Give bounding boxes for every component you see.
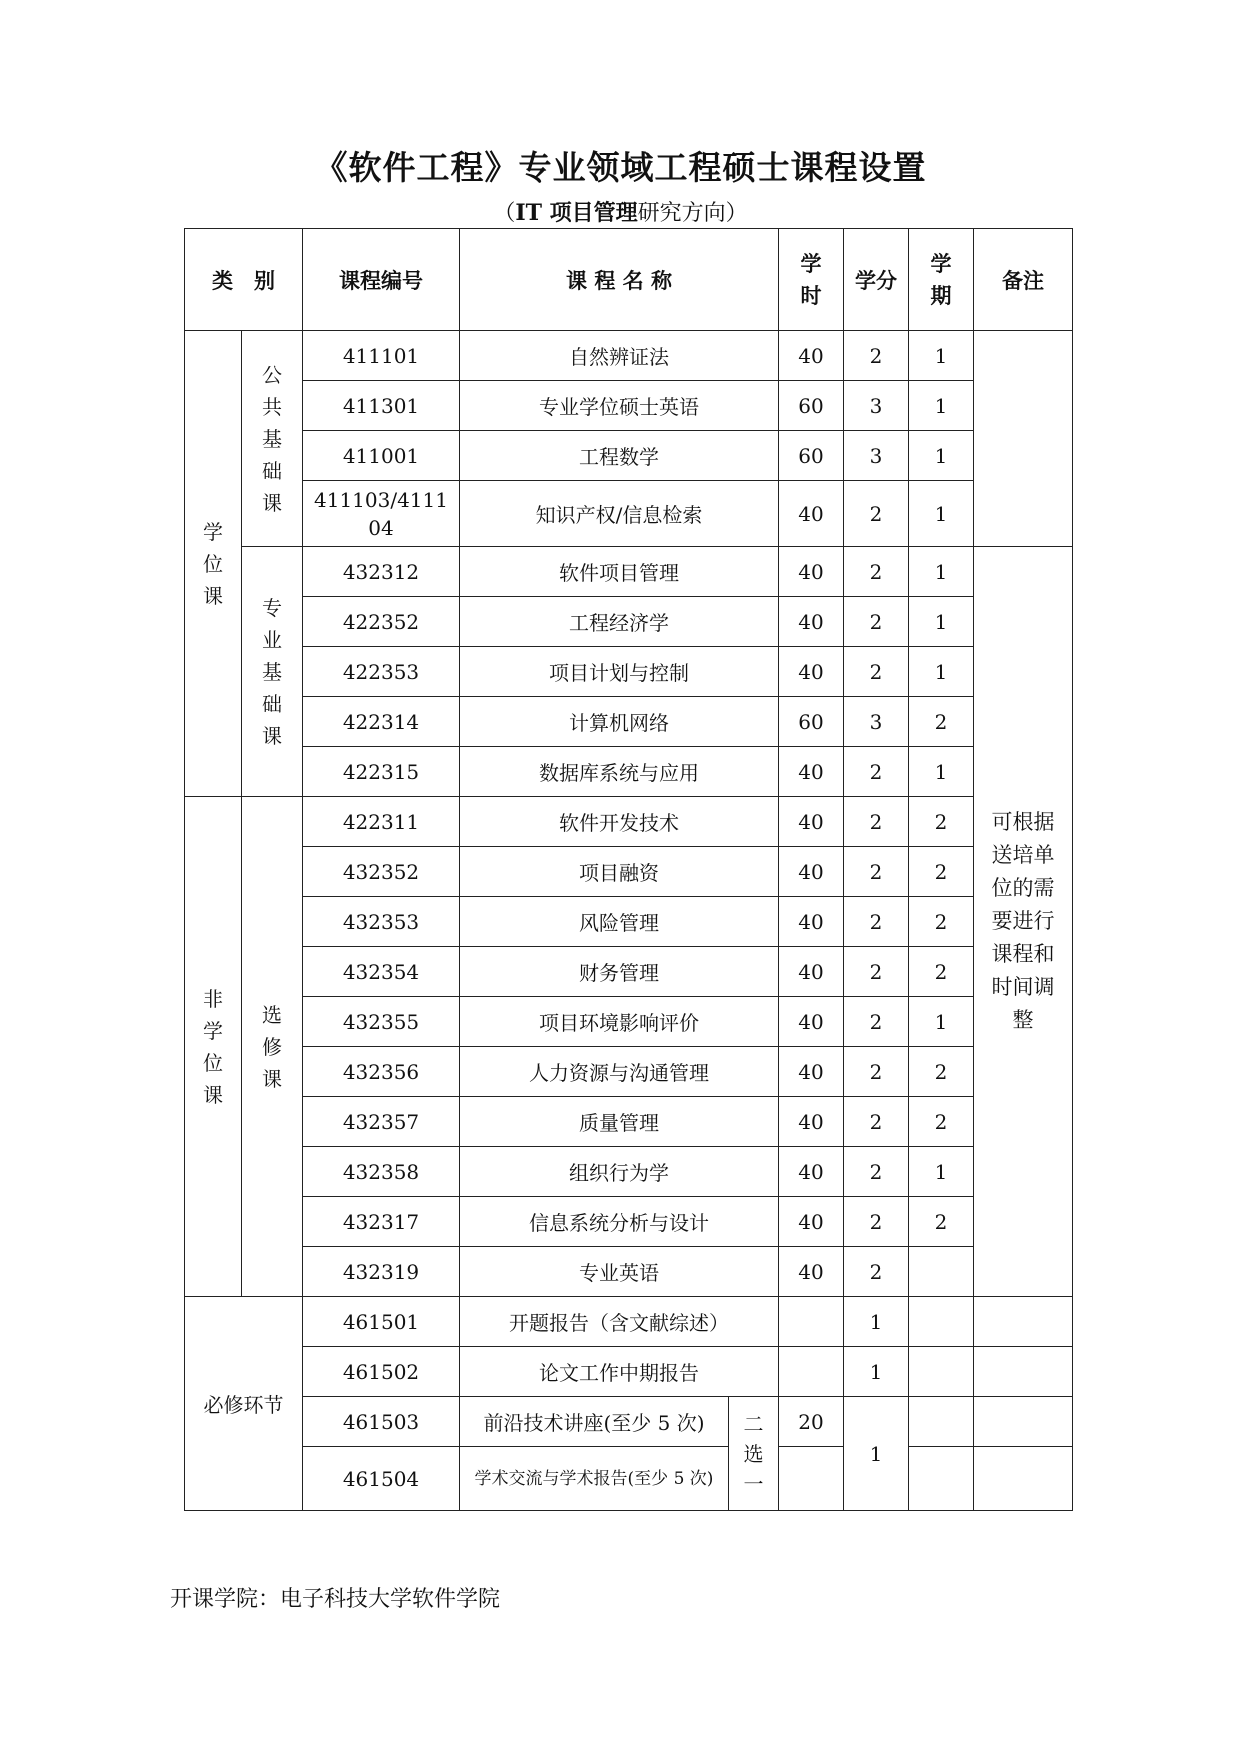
course-term: 2: [909, 1047, 974, 1097]
course-credits: 1: [844, 1297, 909, 1347]
course-credits: 3: [844, 431, 909, 481]
table-row: [185, 381, 1073, 431]
table-row: [185, 1097, 1073, 1147]
group-major-basic: 专 业 基 础 课: [242, 547, 303, 797]
course-term: [909, 1247, 974, 1297]
course-term: 2: [909, 1097, 974, 1147]
course-code: 422315: [303, 747, 460, 797]
course-name: 论文工作中期报告: [460, 1347, 779, 1397]
group-public-basic: 公 共 基 础 课: [242, 331, 303, 547]
course-name: 工程数学: [460, 431, 779, 481]
course-term: [909, 1297, 974, 1347]
header-credits: 学分: [844, 229, 909, 331]
course-name: 财务管理: [460, 947, 779, 997]
course-name: 前沿技术讲座(至少 5 次): [460, 1397, 729, 1447]
course-credits: 3: [844, 697, 909, 747]
course-code: 432312: [303, 547, 460, 597]
course-name: 项目环境影响评价: [460, 997, 779, 1047]
course-name: 工程经济学: [460, 597, 779, 647]
course-hours: 40: [779, 647, 844, 697]
course-credits: 2: [844, 947, 909, 997]
course-name: 自然辨证法: [460, 331, 779, 381]
group-required: 必修环节: [185, 1297, 303, 1511]
course-hours: 60: [779, 697, 844, 747]
table-row: [185, 331, 1073, 381]
header-code: 课程编号: [303, 229, 460, 331]
course-term: 1: [909, 381, 974, 431]
table-row: [185, 897, 1073, 947]
course-hours: 40: [779, 1047, 844, 1097]
course-term: 1: [909, 997, 974, 1047]
course-code: 461503: [303, 1397, 460, 1447]
course-hours: 40: [779, 1097, 844, 1147]
either-one-label: 二 选 一: [729, 1397, 779, 1511]
remark-cell: [974, 1397, 1073, 1447]
course-term: [909, 1347, 974, 1397]
course-name: 专业英语: [460, 1247, 779, 1297]
remark-empty: [974, 331, 1073, 547]
group-elective: 选 修 课: [242, 797, 303, 1297]
course-code: 422353: [303, 647, 460, 697]
course-name: 风险管理: [460, 897, 779, 947]
course-table: [184, 228, 1073, 1511]
table-row: [185, 997, 1073, 1047]
course-credits: 1: [844, 1397, 909, 1511]
table-row: [185, 1297, 1073, 1347]
course-hours: 40: [779, 947, 844, 997]
course-credits: 2: [844, 847, 909, 897]
header-hours: 学 时: [779, 229, 844, 331]
course-hours: 40: [779, 331, 844, 381]
course-term: 1: [909, 331, 974, 381]
course-hours: 20: [779, 1397, 844, 1447]
course-code: 432356: [303, 1047, 460, 1097]
course-credits: 2: [844, 597, 909, 647]
table-row: [185, 797, 1073, 847]
course-hours: [779, 1447, 844, 1511]
table-row: [185, 647, 1073, 697]
course-code: 411301: [303, 381, 460, 431]
course-code: 432319: [303, 1247, 460, 1297]
course-credits: 2: [844, 1097, 909, 1147]
course-term: 2: [909, 1197, 974, 1247]
course-term: [909, 1397, 974, 1447]
course-code: 422314: [303, 697, 460, 747]
table-row: [185, 1247, 1073, 1297]
course-code: 461504: [303, 1447, 460, 1511]
table-row: [185, 1147, 1073, 1197]
footer-college: 开课学院：电子科技大学软件学院: [170, 1587, 501, 1612]
course-credits: 2: [844, 331, 909, 381]
header-row: [185, 229, 1073, 331]
course-hours: 40: [779, 997, 844, 1047]
course-hours: 40: [779, 481, 844, 547]
course-code: 432358: [303, 1147, 460, 1197]
course-term: 1: [909, 597, 974, 647]
course-name: 软件项目管理: [460, 547, 779, 597]
course-code: 411001: [303, 431, 460, 481]
course-name: 专业学位硕士英语: [460, 381, 779, 431]
course-hours: 40: [779, 797, 844, 847]
course-credits: 2: [844, 1047, 909, 1097]
course-code: 432357: [303, 1097, 460, 1147]
course-hours: 40: [779, 1147, 844, 1197]
course-credits: 2: [844, 1147, 909, 1197]
course-hours: 40: [779, 547, 844, 597]
course-term: 2: [909, 897, 974, 947]
course-code: 461501: [303, 1297, 460, 1347]
course-code: 411103/411104: [303, 481, 460, 547]
course-hours: [779, 1297, 844, 1347]
course-term: 1: [909, 431, 974, 481]
course-credits: 2: [844, 1247, 909, 1297]
course-code: 432355: [303, 997, 460, 1047]
course-hours: 40: [779, 847, 844, 897]
table-row: [185, 1047, 1073, 1097]
table-row: [185, 481, 1073, 547]
table-row: [185, 847, 1073, 897]
header-category: 类 别: [185, 229, 303, 331]
course-credits: 2: [844, 897, 909, 947]
course-code: 432352: [303, 847, 460, 897]
header-name: 课 程 名 称: [460, 229, 779, 331]
document-title: 《软件工程》专业领域工程硕士课程设置: [314, 148, 927, 187]
course-name: 信息系统分析与设计: [460, 1197, 779, 1247]
header-remark: 备注: [974, 229, 1073, 331]
course-code: 432317: [303, 1197, 460, 1247]
course-credits: 2: [844, 797, 909, 847]
course-name: 知识产权/信息检索: [460, 481, 779, 547]
course-term: 1: [909, 481, 974, 547]
course-hours: 40: [779, 1197, 844, 1247]
group-non-degree: 非 学 位 课: [185, 797, 242, 1297]
course-credits: 2: [844, 547, 909, 597]
course-hours: [779, 1347, 844, 1397]
course-hours: 40: [779, 897, 844, 947]
course-code: 432354: [303, 947, 460, 997]
table-row: [185, 747, 1073, 797]
course-name: 项目融资: [460, 847, 779, 897]
course-credits: 2: [844, 997, 909, 1047]
course-term: [909, 1447, 974, 1511]
course-credits: 2: [844, 1197, 909, 1247]
table-row: [185, 597, 1073, 647]
document-subtitle: （IT 项目管理研究方向）: [493, 200, 748, 226]
course-credits: 2: [844, 481, 909, 547]
course-term: 1: [909, 647, 974, 697]
table-row: [185, 1447, 1073, 1511]
header-term: 学 期: [909, 229, 974, 331]
table-row: [185, 1347, 1073, 1397]
table-row: [185, 1397, 1073, 1447]
course-credits: 2: [844, 647, 909, 697]
course-hours: 60: [779, 431, 844, 481]
course-term: 1: [909, 547, 974, 597]
group-degree: 学 位 课: [185, 331, 242, 797]
course-name: 数据库系统与应用: [460, 747, 779, 797]
table-row: [185, 1197, 1073, 1247]
course-name: 学术交流与学术报告(至少 5 次): [460, 1447, 729, 1511]
remark-cell: [974, 1447, 1073, 1511]
table-row: [185, 547, 1073, 597]
course-credits: 1: [844, 1347, 909, 1397]
course-term: 1: [909, 747, 974, 797]
course-credits: 2: [844, 747, 909, 797]
table-row: [185, 947, 1073, 997]
remark-note: 可根据 送培单 位的需 要进行 课程和 时间调 整: [974, 547, 1073, 1297]
course-term: 2: [909, 947, 974, 997]
course-name: 质量管理: [460, 1097, 779, 1147]
remark-cell: [974, 1297, 1073, 1347]
course-name: 开题报告（含文献综述）: [460, 1297, 779, 1347]
course-term: 2: [909, 797, 974, 847]
course-code: 461502: [303, 1347, 460, 1397]
remark-cell: [974, 1347, 1073, 1397]
course-code: 422311: [303, 797, 460, 847]
course-name: 人力资源与沟通管理: [460, 1047, 779, 1097]
course-term: 1: [909, 1147, 974, 1197]
course-hours: 40: [779, 1247, 844, 1297]
course-hours: 40: [779, 747, 844, 797]
table-row: [185, 697, 1073, 747]
course-code: 422352: [303, 597, 460, 647]
course-name: 项目计划与控制: [460, 647, 779, 697]
course-term: 2: [909, 847, 974, 897]
course-name: 计算机网络: [460, 697, 779, 747]
course-term: 2: [909, 697, 974, 747]
course-hours: 60: [779, 381, 844, 431]
course-code: 411101: [303, 331, 460, 381]
course-hours: 40: [779, 597, 844, 647]
course-code: 432353: [303, 897, 460, 947]
course-credits: 3: [844, 381, 909, 431]
table-row: [185, 431, 1073, 481]
course-name: 软件开发技术: [460, 797, 779, 847]
course-name: 组织行为学: [460, 1147, 779, 1197]
